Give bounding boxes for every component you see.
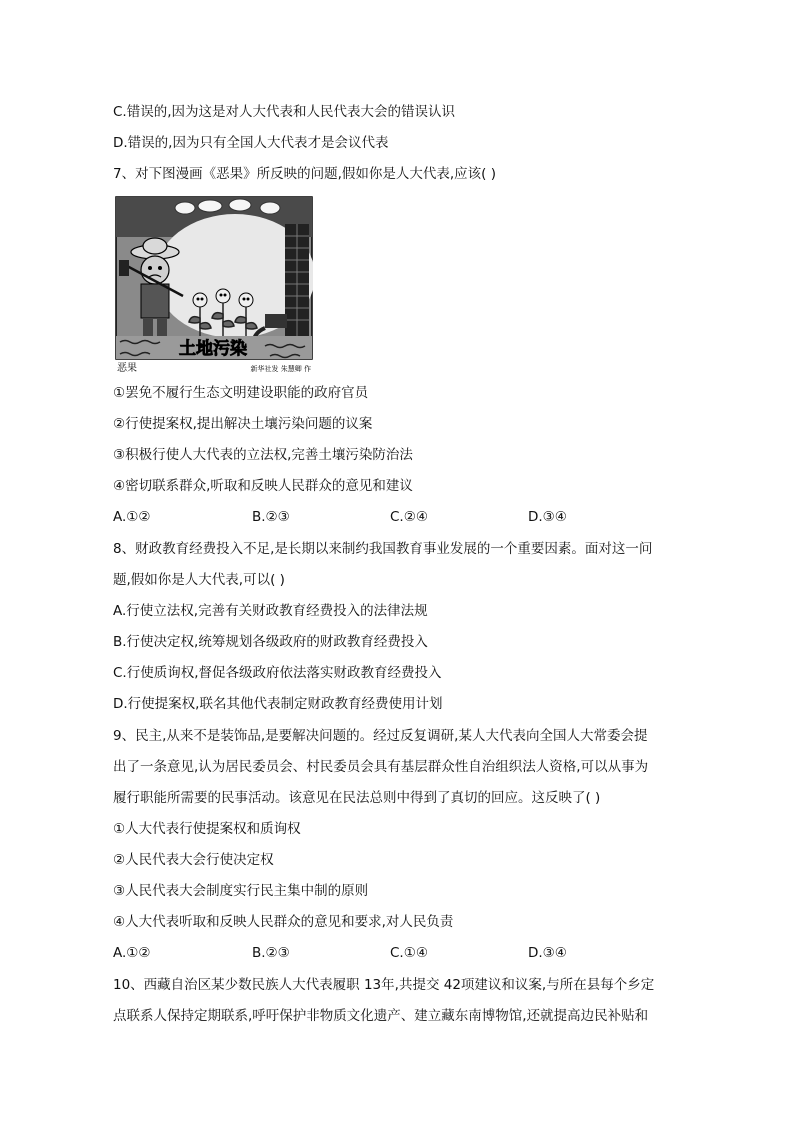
q9-item-1: ①人大代表行使提案权和质询权: [113, 821, 301, 837]
q8-choice-a: A.行使立法权,完善有关财政教育经费投入的法律法规: [113, 603, 428, 619]
q9-item-4: ④人大代表听取和反映人民群众的意见和要求,对人民负责: [113, 914, 454, 930]
cartoon-banner: 土地污染: [179, 339, 247, 359]
q7-option-a: A.①②: [113, 509, 151, 525]
q8-stem-line1: 8、财政教育经费投入不足,是长期以来制约我国教育事业发展的一个重要因素。面对这一问: [113, 541, 653, 557]
cartoon-image: [115, 196, 313, 374]
q9-stem-line3: 履行职能所需要的民事活动。该意见在民法总则中得到了真切的回应。这反映了( ): [113, 790, 601, 806]
q7-item-1: ①罢免不履行生态文明建设职能的政府官员: [113, 385, 369, 401]
q8-choice-d: D.行使提案权,联名其他代表制定财政教育经费使用计划: [113, 696, 443, 712]
q7-option-b: B.②③: [252, 509, 290, 525]
cartoon-caption-title: 恶果: [117, 363, 137, 374]
q9-option-b: B.②③: [252, 945, 290, 961]
q7-stem: 7、对下图漫画《恶果》所反映的问题,假如你是人大代表,应该( ): [113, 166, 496, 182]
q7-item-2: ②行使提案权,提出解决土壤污染问题的议案: [113, 416, 373, 432]
q7-option-d: D.③④: [528, 509, 567, 525]
q7-item-4: ④密切联系群众,听取和反映人民群众的意见和建议: [113, 478, 413, 494]
q8-stem-line2: 题,假如你是人大代表,可以( ): [113, 572, 285, 588]
q8-choice-b: B.行使决定权,统筹规划各级政府的财政教育经费投入: [113, 634, 428, 650]
cartoon-caption-credit: 新华社发 朱慧卿 作: [250, 365, 311, 373]
q8-choice-c: C.行使质询权,督促各级政府依法落实财政教育经费投入: [113, 665, 442, 681]
prev-option-c: C.错误的,因为这是对人大代表和人民代表大会的错误认识: [113, 104, 456, 120]
q9-option-c: C.①④: [390, 945, 428, 961]
q9-option-a: A.①②: [113, 945, 151, 961]
q9-stem-line2: 出了一条意见,认为居民委员会、村民委员会具有基层群众性自治组织法人资格,可以从事为: [113, 759, 649, 775]
prev-option-d: D.错误的,因为只有全国人大代表才是会议代表: [113, 135, 389, 151]
q10-stem-line2: 点联系人保持定期联系,呼吁保护非物质文化遗产、建立藏东南博物馆,还就提高边民补贴和: [113, 1008, 649, 1024]
q9-stem-line1: 9、民主,从来不是装饰品,是要解决问题的。经过反复调研,某人大代表向全国人大常委会提: [113, 728, 648, 744]
q10-stem-line1: 10、西藏自治区某少数民族人大代表履职 13年,共提交 42项建议和议案,与所在县每个乡定: [113, 977, 655, 993]
q9-item-2: ②人民代表大会行使决定权: [113, 852, 274, 868]
q7-option-c: C.②④: [390, 509, 428, 525]
q7-item-3: ③积极行使人大代表的立法权,完善土壤污染防治法: [113, 447, 413, 463]
q9-option-d: D.③④: [528, 945, 567, 961]
q9-item-3: ③人民代表大会制度实行民主集中制的原则: [113, 883, 369, 899]
